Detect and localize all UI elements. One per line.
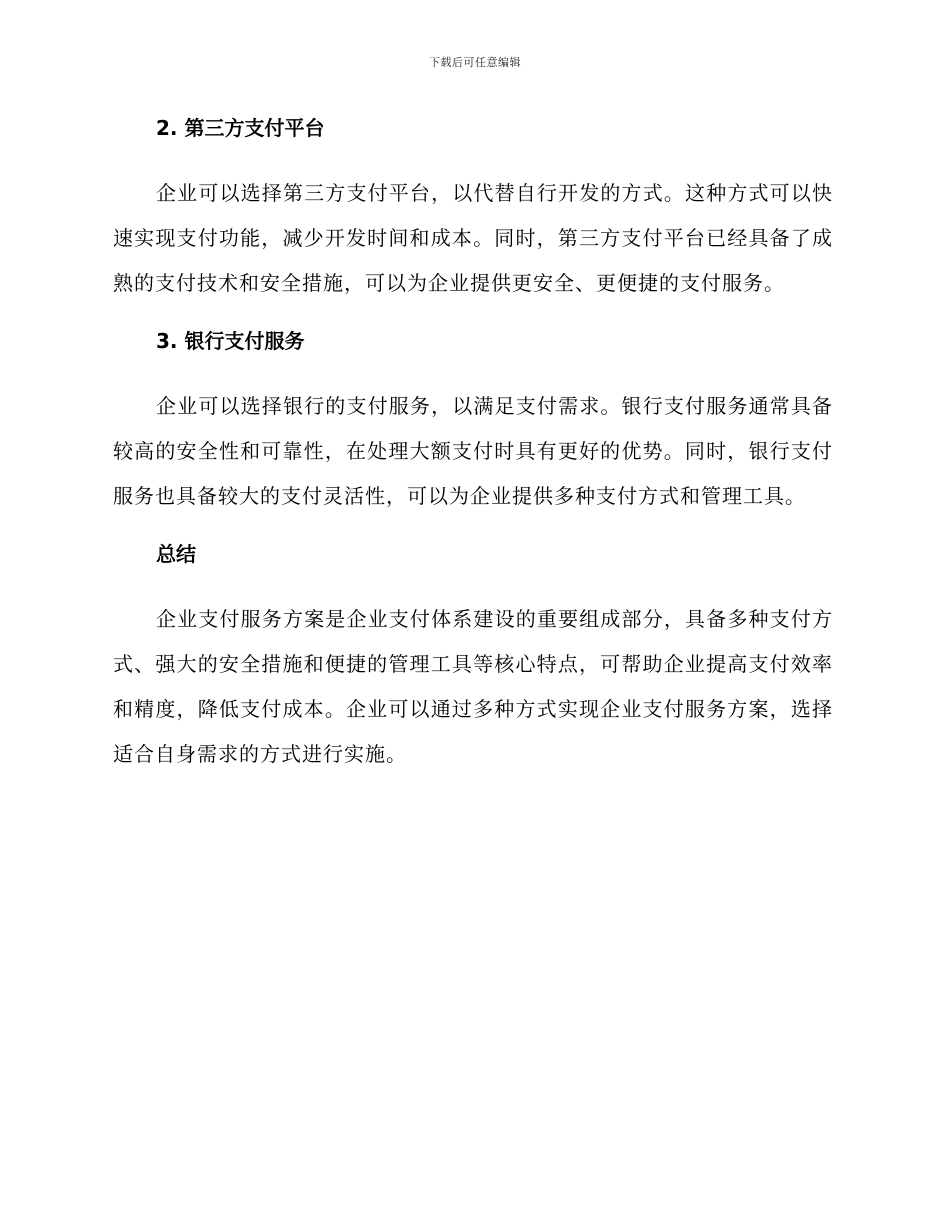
document-body [113,113,833,797]
section-heading-summary: 总结 [156,542,196,566]
header-note: 下载后可任意编辑 [429,56,521,69]
section-paragraph-bank-payment: 企业可以选择银行的支付服务，以满足支付需求。银行支付服务通常具备较高的安全性和可靠性，在处理大额支付时具有更好的优势。同时，银行支付服务也具备较大的支付灵活性，可以为企业提供多种支付方式和管理工具。 [113,394,833,508]
section-paragraph-third-party-payment: 企业可以选择第三方支付平台，以代替自行开发的方式。这种方式可以快速实现支付功能，减少开发时间和成本。同时，第三方支付平台已经具备了成熟的支付技术和安全措施，可以为企业提供更安全、更便捷的支付服务。 [113,181,833,295]
section-paragraph-summary: 企业支付服务方案是企业支付体系建设的重要组成部分，具备多种支付方式、强大的安全措施和便捷的管理工具等核心特点，可帮助企业提高支付效率和精度，降低支付成本。企业可以通过多种方式实现企业支付服务方案，选择适合自身需求的方式进行实施。 [113,607,833,766]
section-heading-bank-payment: 3. 银行支付服务 [156,329,305,353]
section-heading-third-party-payment: 2. 第三方支付平台 [156,116,325,140]
